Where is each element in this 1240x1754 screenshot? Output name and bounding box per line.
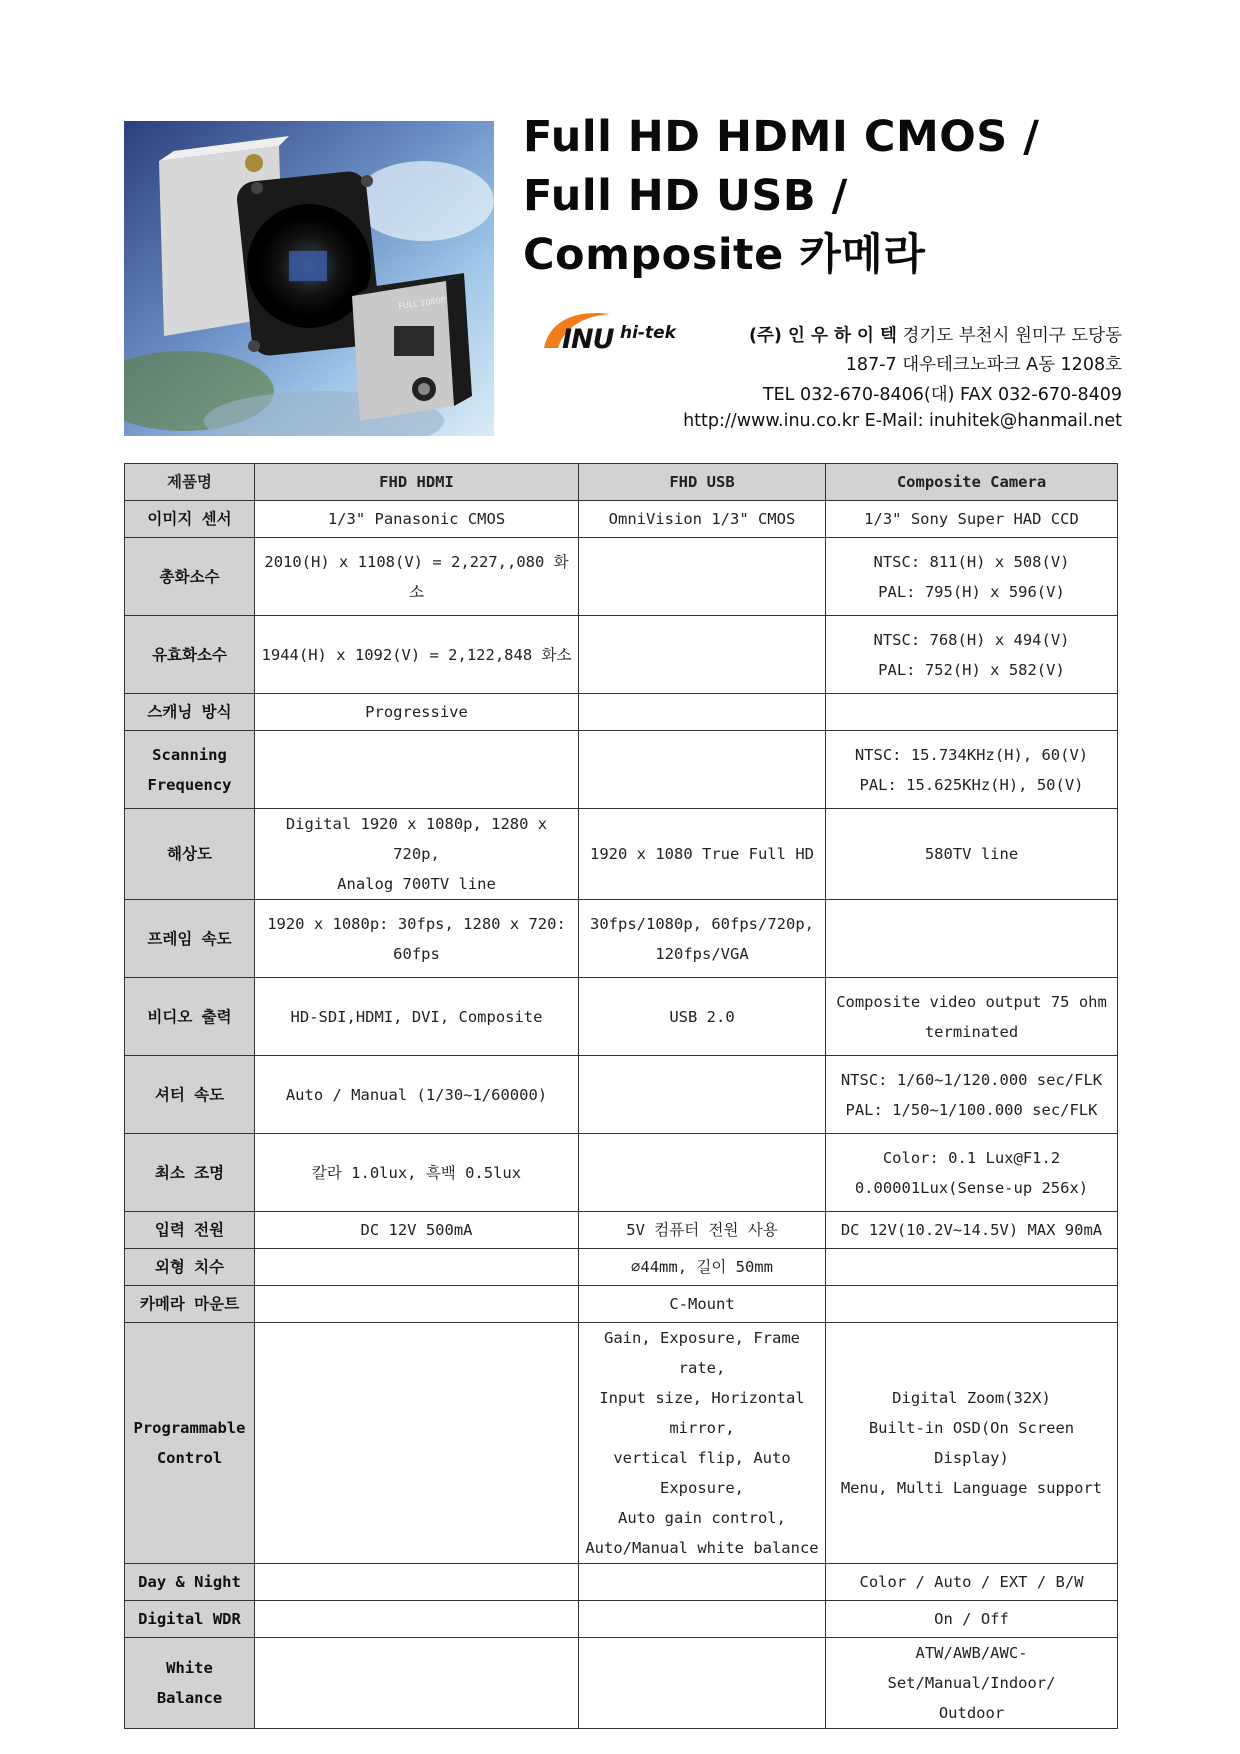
cell-text-line: Input size, Horizontal mirror,	[599, 1389, 805, 1437]
table-cell	[579, 978, 826, 1056]
title-line: Composite 카메라	[523, 230, 926, 280]
company-name: (주) 인 우 하 이 텍	[748, 326, 897, 346]
cell-text-line: 5V 컴퓨터 전원 사용	[626, 1221, 778, 1239]
row-label	[125, 1564, 255, 1601]
column-header: 제품명	[125, 464, 255, 501]
cell-text-line: Frequency	[147, 775, 232, 794]
table-cell	[255, 1601, 579, 1638]
cell-text-line: Day & Night	[138, 1573, 241, 1591]
table-row	[125, 1323, 1118, 1564]
row-label	[125, 1323, 255, 1564]
cell-text-line: Color / Auto / EXT / B/W	[859, 1573, 1084, 1591]
table-cell	[826, 501, 1118, 538]
cell-text-line: HD-SDI,HDMI, DVI, Composite	[290, 1007, 543, 1026]
row-label	[125, 1134, 255, 1212]
row-label	[125, 900, 255, 978]
cell-text-line: White Balance	[156, 1659, 223, 1707]
cell-text-line: 칼라 1.0lux, 흑백 0.5lux	[311, 1163, 522, 1182]
cell-text-line: 해상도	[167, 845, 212, 863]
table-row	[125, 1638, 1118, 1729]
cell-text-line: DC 12V(10.2V~14.5V) MAX 90mA	[840, 1221, 1103, 1239]
company-logo	[540, 308, 678, 354]
table-cell	[255, 501, 579, 538]
cell-text-line: 580TV line	[924, 845, 1019, 863]
table-row	[125, 1249, 1118, 1286]
table-row	[125, 731, 1118, 809]
row-label	[125, 616, 255, 694]
table-cell	[579, 501, 826, 538]
cell-text-line: PAL: 1/50~1/100.000 sec/FLK	[845, 1100, 1098, 1119]
cell-text-line: Built-in OSD(On Screen Display)	[868, 1419, 1075, 1467]
cell-text-line: 입력 전원	[154, 1221, 225, 1239]
cell-text-line: 1920 x 1080 True Full HD	[590, 845, 814, 863]
table-cell	[255, 900, 579, 978]
table-cell	[255, 1638, 579, 1729]
title-line: Full HD USB /	[523, 171, 848, 221]
table-row	[125, 1212, 1118, 1249]
table-cell	[255, 731, 579, 809]
row-label	[125, 1638, 255, 1729]
table-row	[125, 809, 1118, 900]
svg-text:hi-tek: hi-tek	[620, 323, 676, 343]
cell-text-line: 총화소수	[159, 567, 220, 586]
cell-text-line: Digital 1920 x 1080p, 1280 x 720p,	[285, 815, 548, 863]
table-cell	[579, 1249, 826, 1286]
cell-text-line: Analog 700TV line	[337, 875, 496, 893]
svg-text:INU: INU	[562, 324, 614, 354]
cell-text-line: 카메라 마운트	[139, 1295, 240, 1313]
table-cell	[826, 1564, 1118, 1601]
cell-text-line: NTSC: 1/60~1/120.000 sec/FLK	[840, 1070, 1103, 1089]
cell-text-line: 1920 x 1080p: 30fps, 1280 x 720: 60fps	[267, 914, 566, 963]
table-cell	[579, 1056, 826, 1134]
table-row	[125, 900, 1118, 978]
cell-text-line: 1/3" Sony Super HAD CCD	[864, 510, 1079, 528]
cell-text-line: 1944(H) x 1092(V) = 2,122,848 화소	[261, 645, 572, 664]
row-label	[125, 694, 255, 731]
svg-text:FULL 1080P: FULL 1080P	[398, 295, 446, 311]
cell-text-line: DC 12V 500mA	[360, 1221, 473, 1239]
row-label	[125, 538, 255, 616]
cell-text-line: 2010(H) x 1108(V) = 2,227,,080 화소	[264, 552, 569, 601]
table-cell	[579, 1601, 826, 1638]
table-cell	[826, 978, 1118, 1056]
table-cell	[579, 538, 826, 616]
cell-text-line: Digital WDR	[138, 1610, 241, 1628]
table-row	[125, 1056, 1118, 1134]
table-cell	[255, 616, 579, 694]
row-label	[125, 501, 255, 538]
table-cell	[255, 1134, 579, 1212]
cell-text-line: USB 2.0	[669, 1007, 735, 1026]
table-cell	[826, 1286, 1118, 1323]
cell-text-line: Composite video output 75 ohm	[836, 992, 1107, 1011]
table-cell	[826, 1249, 1118, 1286]
cell-text-line: OmniVision 1/3" CMOS	[608, 510, 796, 528]
cell-text-line: On / Off	[934, 1610, 1009, 1628]
table-cell	[255, 1323, 579, 1564]
cell-text-line: 이미지 센서	[147, 510, 232, 528]
cell-text-line: Programmable	[133, 1419, 246, 1437]
row-label	[125, 978, 255, 1056]
table-row	[125, 538, 1118, 616]
table-cell	[579, 1134, 826, 1212]
table-cell	[579, 616, 826, 694]
table-row	[125, 1286, 1118, 1323]
table-cell	[826, 694, 1118, 731]
cell-text-line: NTSC: 15.734KHz(H), 60(V)	[854, 745, 1089, 764]
cell-text-line: Color: 0.1 Lux@F1.2	[882, 1148, 1061, 1167]
table-cell	[255, 1212, 579, 1249]
table-cell	[255, 1286, 579, 1323]
cell-text-line: 120fps/VGA	[655, 944, 749, 963]
cell-text-line: Auto / Manual (1/30~1/60000)	[285, 1085, 548, 1104]
column-header: Composite Camera	[826, 464, 1118, 501]
table-row	[125, 1601, 1118, 1638]
cell-text-line: Outdoor	[938, 1704, 1005, 1722]
cell-text-line: Auto gain control,	[618, 1509, 786, 1527]
cell-text-line: 30fps/1080p, 60fps/720p,	[590, 914, 814, 933]
company-address-1: 경기도 부천시 원미구 도당동	[902, 326, 1122, 346]
cell-text-line: C-Mount	[669, 1295, 735, 1313]
table-row	[125, 1134, 1118, 1212]
table-cell	[255, 1249, 579, 1286]
table-cell	[826, 1638, 1118, 1729]
row-label	[125, 1056, 255, 1134]
row-label	[125, 1249, 255, 1286]
table-cell	[826, 900, 1118, 978]
company-address-2: 187-7 대우테크노파크 A동 1208호	[845, 355, 1122, 375]
table-cell	[579, 809, 826, 900]
row-label	[125, 1286, 255, 1323]
cell-text-line: 프레임 속도	[147, 929, 232, 948]
table-row	[125, 616, 1118, 694]
table-cell	[255, 538, 579, 616]
table-cell	[826, 1323, 1118, 1564]
cell-text-line: NTSC: 768(H) x 494(V)	[873, 630, 1070, 649]
table-cell	[579, 1286, 826, 1323]
cell-text-line: 셔터 속도	[154, 1085, 225, 1104]
table-cell	[826, 616, 1118, 694]
cell-text-line: NTSC: 811(H) x 508(V)	[873, 552, 1070, 571]
cell-text-line: PAL: 15.625KHz(H), 50(V)	[859, 775, 1084, 794]
cell-text-line: 1/3" Panasonic CMOS	[327, 510, 506, 528]
table-cell	[255, 694, 579, 731]
table-cell	[579, 1323, 826, 1564]
table-cell	[255, 809, 579, 900]
column-header: FHD HDMI	[255, 464, 579, 501]
row-label	[125, 1601, 255, 1638]
cell-text-line: 외형 치수	[154, 1258, 225, 1276]
table-cell	[579, 731, 826, 809]
cell-text-line: 0.00001Lux(Sense-up 256x)	[854, 1178, 1089, 1197]
cell-text-line: 유효화소수	[152, 645, 227, 664]
company-web-email: http://www.inu.co.kr E-Mail: inuhitek@hanmail.net	[683, 411, 1122, 431]
table-cell	[579, 1212, 826, 1249]
column-header: FHD USB	[579, 464, 826, 501]
table-cell	[826, 1056, 1118, 1134]
table-row	[125, 694, 1118, 731]
company-info	[540, 308, 1122, 438]
table-row	[125, 1564, 1118, 1601]
table-cell	[826, 538, 1118, 616]
cell-text-line: PAL: 752(H) x 582(V)	[878, 660, 1065, 679]
product-photo	[124, 121, 494, 436]
table-row	[125, 501, 1118, 538]
company-name-line	[749, 322, 1122, 347]
cell-text-line: Digital Zoom(32X)	[892, 1389, 1051, 1407]
table-cell	[579, 694, 826, 731]
table-cell	[826, 1212, 1118, 1249]
cell-text-line: Auto/Manual white balance	[585, 1539, 819, 1557]
spec-table	[124, 463, 1118, 1729]
cell-text-line: Menu, Multi Language support	[840, 1479, 1103, 1497]
cell-text-line: Control	[156, 1449, 223, 1467]
cell-text-line: vertical flip, Auto Exposure,	[613, 1449, 791, 1497]
cell-text-line: ∅44mm, 길이 50mm	[631, 1258, 773, 1276]
cell-text-line: Gain, Exposure, Frame rate,	[604, 1329, 800, 1377]
table-row	[125, 978, 1118, 1056]
cell-text-line: PAL: 795(H) x 596(V)	[878, 582, 1065, 601]
cell-text-line: terminated	[924, 1022, 1019, 1041]
table-cell	[255, 978, 579, 1056]
table-cell	[579, 900, 826, 978]
table-cell	[579, 1564, 826, 1601]
cell-text-line: Scanning	[152, 745, 227, 764]
row-label	[125, 731, 255, 809]
table-cell	[826, 731, 1118, 809]
row-label	[125, 809, 255, 900]
company-phone: TEL 032-670-8406(대) FAX 032-670-8409	[762, 385, 1122, 405]
table-cell	[255, 1564, 579, 1601]
table-cell	[255, 1056, 579, 1134]
table-cell	[579, 1638, 826, 1729]
table-header-row	[125, 464, 1118, 501]
table-cell	[826, 809, 1118, 900]
cell-text-line: 스캐닝 방식	[147, 703, 232, 721]
table-cell	[826, 1601, 1118, 1638]
title-line: Full HD HDMI CMOS /	[523, 112, 1040, 162]
table-cell	[826, 1134, 1118, 1212]
row-label	[125, 1212, 255, 1249]
cell-text-line: 최소 조명	[154, 1163, 225, 1182]
cell-text-line: Progressive	[365, 703, 468, 721]
document-title	[523, 108, 1143, 285]
cell-text-line: 비디오 출력	[147, 1007, 232, 1026]
cell-text-line: ATW/AWB/AWC-Set/Manual/Indoor/	[887, 1644, 1056, 1692]
